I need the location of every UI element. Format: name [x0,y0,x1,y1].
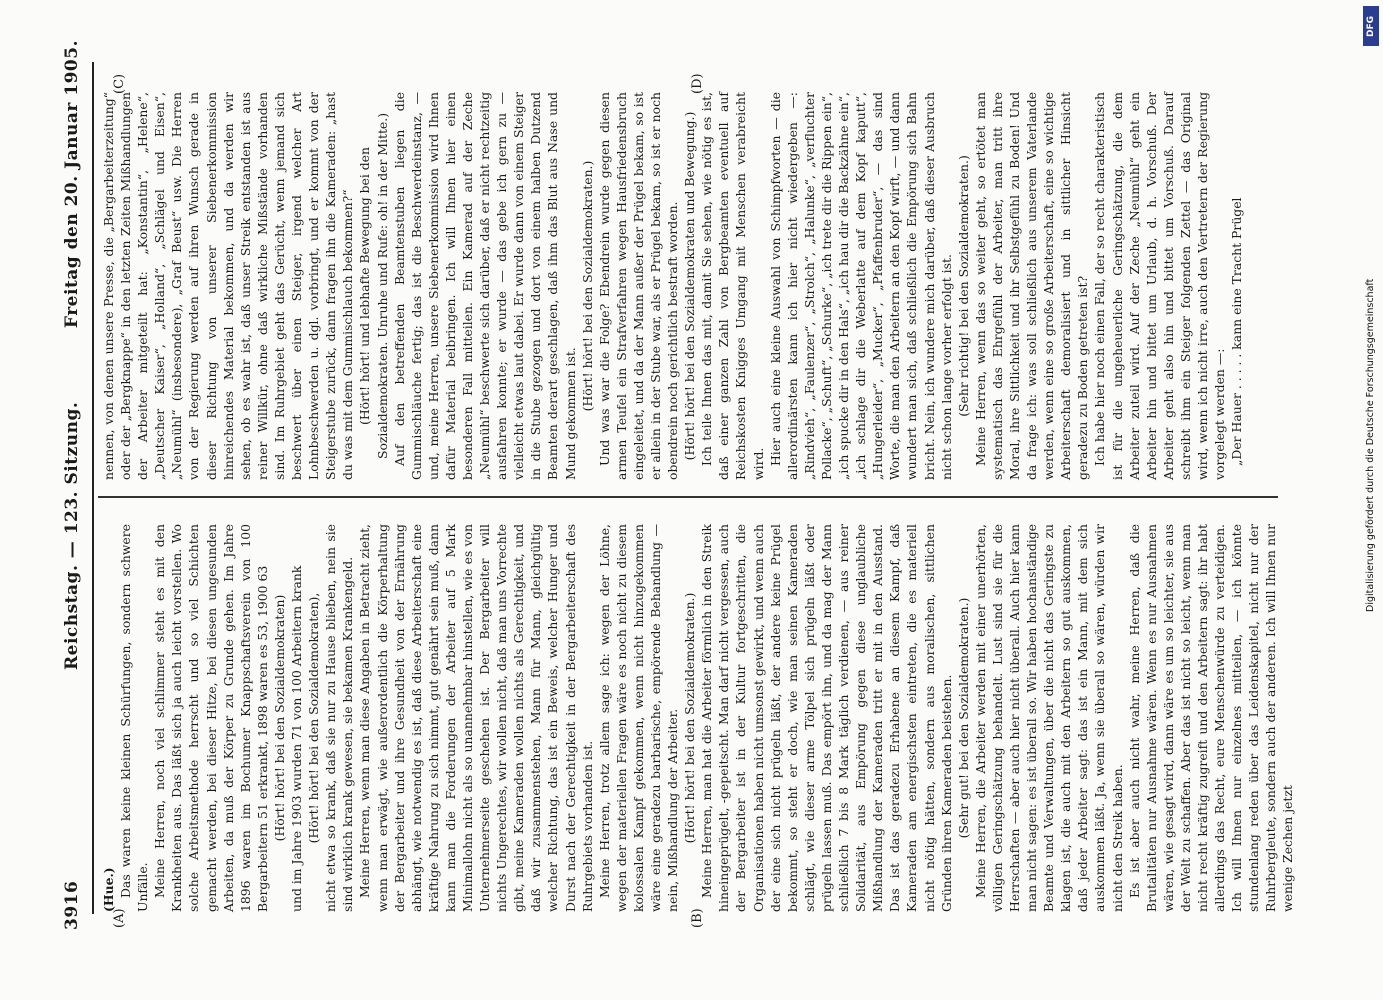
interjection: (Hört! hört! bei den Sozialdemokraten und Bewegung.) [682,111,698,461]
session-title: Reichstag. — 123. Sitzung. [62,401,82,670]
margin-mark-c: (C) [112,73,127,94]
paragraph: Hier auch eine kleine Auswahl von Schimpfworten — die allerordinärsten kann ich hier nicht wiedergeben —: „Rindvieh“, „Faulenzer“, „Strolch“, „Halunke“, „verfluchter Pollacke“, „Schuft“, „Schurke“, „ich trete dir die Rippen ein“, „ich spucke dir in den Hals“, „ich hau dir die Backzähne ein“, „ich schlage dir die Weberlatte auf dem Kopf kaputt“, „Hungerleider“, „Mucker“, „Pfaffenbruder“, — das sind Worte, die man den Arbeitern an den Kopf wirft, — und dann wundert man sich, daß schließlich die Empörung sich Bahn bricht. Nein, ich wundere mich darüber, daß dieser Ausbruch nicht schon lange vorher erfolgt ist. [767,92,954,480]
margin-mark-d: (D) [690,73,705,94]
page-number: 3916 [62,880,82,930]
right-column [100,92,1280,480]
paragraph: Meine Herren, die Arbeiter werden mit einer unerhörten, völligen Geringschätzung behandelt. Lust sind sie für die Herrschaften — aber auch hier nicht überall. Auch hier kann man nicht sagen: es ist überall so. Wir haben hochanständige Beamte und Verwaltungen, über die nicht das Geringste zu klagen ist, die auch mit den Arbeitern so gut auskommen, daß jeder Arbeiter sagt: das ist ein Mann, mit dem sich auskommen läßt. Ja, wenn sie überall so wären, würden wir nicht den Streik haben. [972,524,1125,912]
paragraph: nennen, von denen unsere Presse, die „Bergarbeiterzeitung“ oder der „Bergknappe“ in den letzten Zeiten Mißhandlungen der Arbeiter mitgeteilt hat: „Konstantin“, „Helene“, „Deutscher Kaiser“, „Holland“, „Schlägel und Eisen“, „Neumühl“ (insbesondere), „Graf Beust“ usw. Die Herren von der Regierung werden auf ihren Wunsch gerade in dieser Richtung von unserer Siebenerkommission hinreichendes Material bekommen, und da werden wir sehen, ob es wahr ist, daß unser Streik entstanden ist aus reiner Willkür, ohne daß wirkliche Mißstände vorhanden sind. Im Ruhrgebiet geht das Gerücht, wenn jemand sich beschwert über einen Steiger, irgend welcher Art Lohnbeschwerden u. dgl. vorbringt, und er kommt von der Steigerstube zurück, dann fragen ihn die Kameraden: „hast du was mit dem Gummischlauch bekommen?“ [101,92,356,480]
paragraph: Meine Herren, man hat die Arbeiter förmlich in den Streik hineingeprügelt, -gepeitscht. Man darf nicht vergessen, auch der Bergarbeiter ist in der Kultur fortgeschritten, die Organisationen haben nicht umsonst gewirkt, und wenn auch der eine sich nicht prügeln läßt, der andere keine Prügel bekommt, so steht er doch, wie man seinen Kameraden schlägt, wie dieser arme Tölpel sich prügeln läßt oder prügeln lassen muß. Das empört ihn, und da mag der Mann schließlich 7 bis 8 Mark täglich verdienen, — aus reiner Solidarität, aus Empörung gegen diese unglaubliche Mißhandlung der Kameraden tritt er mit in den Ausstand. Das ist das geradezu Erhabene an diesem Kampf, daß Kameraden am energischsten eintreten, die es materiell nicht nötig hätten, sondern aus moralischen, sittlichen Gründen ihren Kameraden beistehen. [699,524,954,912]
column-divider [98,496,1278,498]
paragraph: Meine Herren, wenn man diese Angaben in Betracht zieht, wenn man erwägt, wie außerordentlich die Körperhaltung der Bergarbeiter und ihre Gesundheit von der Ernährung abhängt, wie notwendig es ist, daß diese Arbeiterschaft eine kräftige Nahrung zu sich nimmt, gut genährt sein muß, dann kann man die Forderungen der Arbeiter auf 5 Mark Minimallohn nicht als so unannehmbar hinstellen, wie es von Unternehmerseite geschehen ist. Der Bergarbeiter will nichts Ungerechtes, wir wollen nicht, daß man uns Vorrechte gibt, meine Kameraden wollen nichts als Gerechtigkeit, und daß wir zusammenstehen, Mann für Mann, gleichgültig welcher Richtung, das ist ein Beweis, welcher Hunger und Durst nach der Gerechtigkeit in der Bergarbeiterschaft des Ruhrgebiets vorhanden ist. [357,524,595,912]
speaker-label: (Hue.) [101,867,116,912]
header-rule [92,62,94,914]
paragraph: Meine Herren, wenn das so weiter geht, so ertötet man systematisch das Ehrgefühl der Arbeiter, man tritt ihre Moral, ihre Sittlichkeit und ihr Selbstgefühl zu Boden! Und da frage ich: was soll schließlich aus unserem Vaterlande werden, wenn eine so große Arbeiterschaft, eine so wichtige Arbeiterschaft demoralisiert und in sittlicher Hinsicht geradezu zu Boden getreten ist? [972,92,1091,480]
paragraph: Ich habe hier noch einen Fall, der so recht charakteristisch ist für die ungeheuerliche Geringschätzung, die dem Arbeiter zuteil wird. Auf der Zeche „Neumühl“ geht ein Arbeiter hin und bittet um Urlaub, d. h. Vorschuß. Der Arbeiter geht also hin und bittet um Vorschuß. Darauf schreibt ihm ein Steiger folgenden Zettel — das Original wird, wenn ich nicht irre, auch den Vertretern der Regierung vorgelegt werden —: [1092,92,1228,480]
interjection: (Hört! hört! bei den Sozialdemokraten.) [579,160,595,412]
dfg-logo: DFG [1363,6,1379,46]
paragraph: Und was war die Folge? Ebendrein wurde gegen diesen armen Teufel ein Strafverfahren wegen Hausfriedensbruch eingeleitet, und da der Mann außer der Prügel bekam, so ist er allein in der Stube war, als er Prügel bekam, so ist er noch obendrein noch gerichtlich bestraft worden. [596,92,681,480]
margin-mark-b: (B) [690,908,705,928]
left-column [100,524,1296,912]
paragraph: nicht etwa so krank, daß sie nur zu Hause blieben, nein sie sind wirklich krank gewesen, sie bekamen Krankengeld. [323,524,356,912]
paragraph: Das waren keine kleinen Schürfungen, sondern schwere Unfälle. [118,524,151,912]
digitization-strip [1361,0,1383,1000]
paragraph: und im Jahre 1903 wurden 71 von 100 Arbeitern krank [289,565,305,912]
paragraph: Ich teile Ihnen das mit, damit Sie sehen, wie nötig es ist, daß einer ganzen Zahl von Bergbeamten eventuell auf Reichskosten Knigges Umgang mit Menschen verabreicht wird. [699,92,766,480]
interjection: (Hört! hört! bei den Sozialdemokraten) [271,594,287,842]
interjection: (Hört! hört! bei den Sozialdemokraten), [306,592,322,844]
paragraph: Meine Herren, trotz allem sage ich: wegen der Löhne, wegen der materiellen Fragen wäre es noch nicht zu diesem kolossalen Kampf gekommen, wenn nicht hinzugekommen wäre eine geradezu barbarische, empörende Behandlung — nein, Mißhandlung der Arbeiter. [596,524,681,912]
paragraph: Es ist aber auch nicht wahr, meine Herren, daß die Brutalitäten nur Ausnahme wären. Wenn es nur Ausnahmen wären, wie gesagt wird, dann wäre es um so leichter, sie aus der Welt zu schaffen. Aber das ist nicht so leicht, wenn man nicht recht kräftig zugreift und den Arbeitern sagt: ihr habt allerdings das Recht, eure Menschenwürde zu verteidigen. Ich will Ihnen nur einzelnes mitteilen, — ich könnte stundenlang reden über das Leidenskapitel, nicht nur der Ruhrbergleute, sondern auch der anderen. Ich will Ihnen nur wenige Zechen jetzt [1126,524,1296,912]
interjection: (Hört! hört! bei den Sozialdemokraten.) [682,592,698,844]
interjection: (Hört! hört! und lebhafte Bewegung bei den Sozialdemokraten. Unruhe und Rufe: oh! in der Mitte.) [357,112,390,460]
paragraph: Auf den betreffenden Beamtenstuben liegen die Gummischläuche fertig; das ist die Beschwerdeinstanz, — und, meine Herren, unsere Siebenerkommission wird Ihnen dafür Material beibringen. Ich will Ihnen hier einen besonderen Fall mitteilen. Ein Kamerad auf der Zeche „Neumühl“ beschwerte sich darüber, daß er nicht rechtzeitig ausfahren konnte; er wurde — das gebe ich gern zu — vielleicht etwas laut dabei. Er wurde dann von einem Steiger in die Stube gezogen und dort von einem halben Dutzend Beamten derart geschlagen, daß ihm das Blut aus Nase und Mund gekommen ist. [391,92,578,480]
digitization-note: Digitalisierung gefördert durch die Deutsche Forschungsgemeinschaft [1365,278,1376,612]
paragraph: Meine Herren, noch viel schlimmer steht es mit den Krankheiten aus. Das läßt sich ja auch leicht vorstellen. Wo solche Arbeitsmethode herrscht und so viel Schichten gemacht werden, bei dieser Hitze, bei diesen ungesunden Arbeiten, da muß der Körper zu Grunde gehen. Im Jahre 1896 waren im Bochumer Knappschaftsverein von 100 Bergarbeitern 51 erkrankt, 1898 waren es 53, 1900 63 [152,524,270,912]
paragraph: „Der Hauer . . . . . kann eine Tracht Prügel [1229,197,1245,466]
margin-mark-a: (A) [112,908,127,928]
session-date: Freitag den 20. Januar 1905. [62,40,82,329]
interjection: (Sehr gut! bei den Sozialdemokraten.) [955,597,971,839]
interjection: (Sehr richtig! bei den Sozialdemokraten.) [955,155,971,417]
